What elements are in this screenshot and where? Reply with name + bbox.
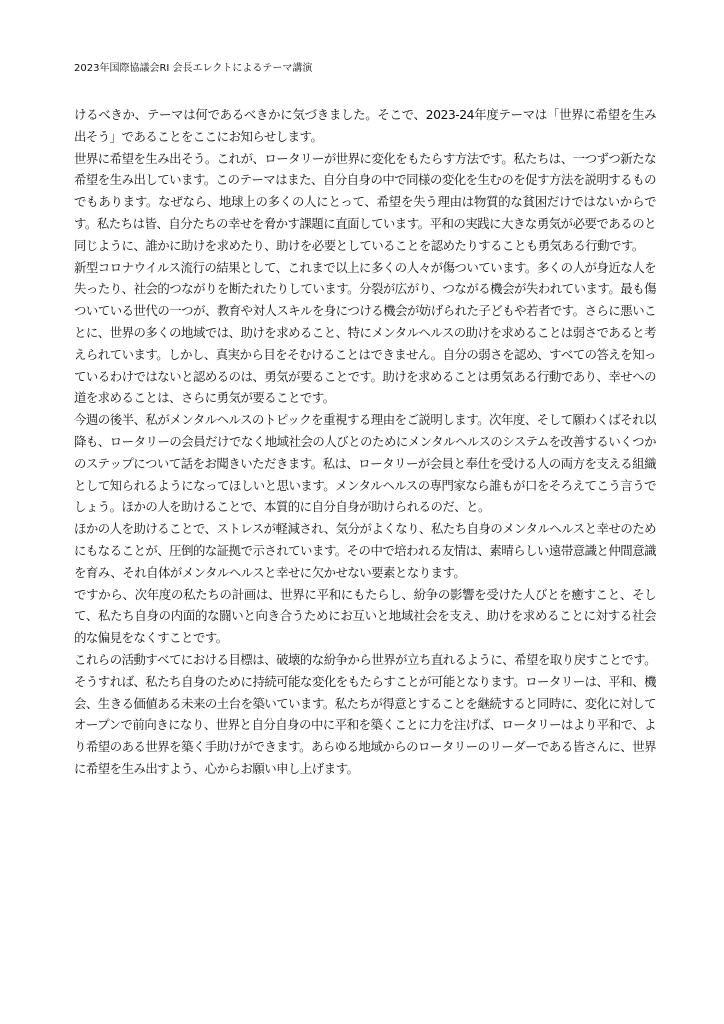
paragraph-4: 今週の後半、私がメンタルヘルスのトピックを重視する理由をご説明します。次年度、そして願わくばそれ以降も、ロータリーの会員だけでなく地域社会の人びとのためにメンタルヘルスのシステムを改善するいくつかのステップについて話をお聞きいただきます。私は、ロータリーが会員と奉仕を受ける人の両方を支える組織として知られるようになってほしいと思います。メンタルヘルスの専門家なら誰もが口をそろえてこう言うでしょう。ほかの人を助けることで、本質的に自分自身が助けられるのだ、と。 (74, 412, 656, 515)
paragraph-3: 新型コロナウイルス流行の結果として、これまで以上に多くの人々が傷ついています。多くの人が身近な人を失ったり、社会的つながりを断たれたりしています。分裂が広がり、つながる機会が失われています。最も傷ついている世代の一つが、教育や対人スキルを身につける機会が妨げられた子どもや若者です。さらに悪いことに、世界の多くの地域では、助けを求めること、特にメンタルヘルスの助けを求めることは弱さであると考えられています。しかし、真実から目をそむけることはできません。自分の弱さを認め、すべての答えを知っているわけではないと認めるのは、勇気が要ることです。助けを求めることは勇気ある行動であり、幸せへの道を求めることは、さらに勇気が要ることです。 (74, 259, 656, 406)
paragraph-2: 世界に希望を生み出そう。これが、ロータリーが世界に変化をもたらす方法です。私たちは、一つずつ新たな希望を生み出しています。このテーマはまた、自分自身の中で同様の変化を生むのを促す方法を説明するものでもあります。なぜなら、地球上の多くの人にとって、希望を失う理由は物質的な貧困だけではないからです。私たちは皆、自分たちの幸せを脅かす課題に直面しています。平和の実践に大きな勇気が必要であるのと同じように、誰かに助けを求めたり、助けを必要としていることを認めたりすることも勇気ある行動です。 (74, 150, 656, 253)
paragraph-6: ですから、次年度の私たちの計画は、世界に平和にもたらし、紛争の影響を受けた人びとを癒すこと、そして、私たち自身の内面的な闘いと向き合うためにお互いと地域社会を支え、助けを求めることに対する社会的な偏見をなくすことです。 (74, 586, 656, 646)
document-body (74, 104, 656, 780)
paragraph-7: これらの活動すべてにおける目標は、破壊的な紛争から世界が立ち直れるように、希望を取り戻すことです。そうすれば、私たち自身のために持続可能な変化をもたらすことが可能となります。ロータリーは、平和、機会、生きる価値ある未来の土台を築いています。私たちが得意とすることを継続すると同時に、変化に対してオープンで前向きになり、世界と自分自身の中に平和を築くことに力を注げば、ロータリーはより平和で、より希望のある世界を築く手助けができます。あらゆる地域からのロータリーのリーダーである皆さんに、世界に希望を生み出すよう、心からお願い申し上げます。 (74, 651, 656, 776)
paragraph-5: ほかの人を助けることで、ストレスが軽減され、気分がよくなり、私たち自身のメンタルヘルスと幸せのためにもなることが、圧倒的な証拠で示されています。その中で培われる友情は、素晴らしい遠帯意識と仲間意識を育み、それ自体がメンタルヘルスと幸せに欠かせない要素となります。 (74, 521, 656, 580)
paragraph-1: けるべきか、テーマは何であるべきかに気づきました。そこで、2023-24年度テーマは「世界に希望を生み出そう」であることをここにお知らせします。 (74, 107, 656, 144)
page-header: 2023年国際協議会RI 会長エレクトによるテーマ講演 (74, 63, 313, 74)
